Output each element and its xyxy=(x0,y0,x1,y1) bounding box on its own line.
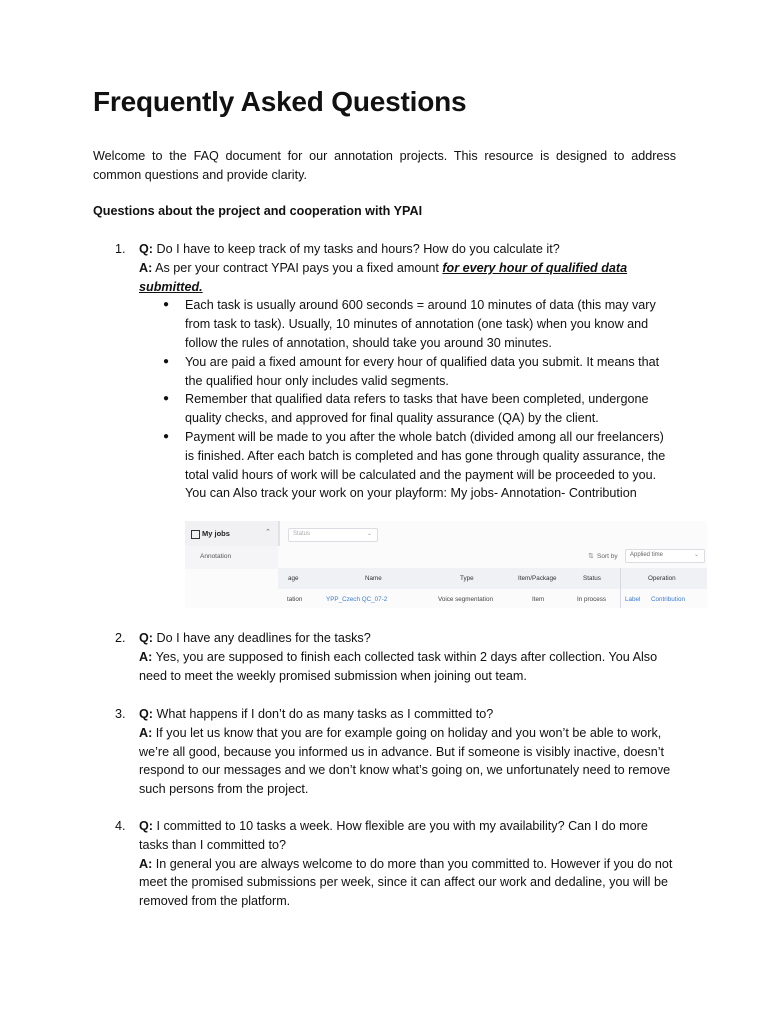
contribution-link: Contribution xyxy=(651,596,685,603)
answer-line: A: Yes, you are supposed to finish each collected task within 2 days after collection. You Also need to meet the weekly promised submission when joining out team. xyxy=(139,649,658,683)
label-link: Label xyxy=(625,596,641,603)
platform-screenshot xyxy=(185,521,707,608)
chevron-down-icon: ⌄ xyxy=(366,531,372,537)
list-item: ● Payment will be made to you after the whole batch (divided among all our freelancers) is finished. After each batch is completed and has gone through quality assurance, the total valid hours of work will be calculated and the payment will be proceeded to you. You can Also track your work on your playform: My jobs- Annotation- Contribution xyxy=(163,429,666,501)
answer-text: Yes, you are supposed to finish each collected task within 2 days after collection. You Also need to meet the weekly promised submission when joining out team. xyxy=(139,649,658,683)
faq-number: 4. xyxy=(115,819,126,833)
chevron-down-icon: ⌄ xyxy=(693,552,699,558)
column-header: Name xyxy=(365,575,382,582)
bullet-icon: ● xyxy=(163,355,170,367)
answer-line: A: In general you are always welcome to do more than you committed to. However if you do not meet the promised submissions per week, since it can affect our work and dedaline, you will be removed from the platform. xyxy=(139,856,673,909)
sort-icon: ⇅ xyxy=(588,553,594,560)
answer-line: A: As per your contract YPAI pays you a fixed amount for every hour of qualified data submitted. xyxy=(139,260,628,294)
column-header: Status xyxy=(583,575,601,582)
question-line: Q: I committed to 10 tasks a week. How flexible are you with my availability? Can I do more tasks than I committed to? xyxy=(139,819,648,852)
table-header xyxy=(278,568,707,589)
table-cell: In process xyxy=(577,596,607,603)
answer-emphasis: for every hour of qualified data submitted. xyxy=(139,260,628,294)
question-text: I committed to 10 tasks a week. How flexible are you with my availability? Can I do more tasks than I committed to? xyxy=(139,819,648,852)
question-text: Do I have to keep track of my tasks and hours? How do you calculate it? xyxy=(156,242,560,256)
intro-paragraph: Welcome to the FAQ document for our annotation projects. This resource is designed to address common questions and provide clarity. xyxy=(93,149,676,182)
bullet-list xyxy=(139,296,676,503)
answer-text: If you let us know that you are for example going on holiday and you won’t be able to work, we’re all good, because you informed us in advance. But if someone is visibly inactive, doesn’t respond to our messages and we don’t know what’s going on, we unfortunately need to remove such persons from the project. xyxy=(139,725,671,797)
table-cell: tation xyxy=(287,596,303,603)
answer-line: A: If you let us know that you are for example going on holiday and you won’t be able to work, we’re all good, because you informed us in advance. But if someone is visibly inactive, doesn’t respond to our messages and we don’t know what’s going on, we unfortunately need to remove such persons from the project. xyxy=(139,725,671,797)
status-placeholder: Status xyxy=(293,531,311,537)
status-filter xyxy=(288,528,378,542)
page-title: Frequently Asked Questions xyxy=(93,86,467,117)
answer-text: As per your contract YPAI pays you a fixed amount xyxy=(155,260,443,275)
column-header: age xyxy=(288,575,299,582)
task-name-link: YPP_Czech QC_07-2 xyxy=(326,596,388,603)
column-header: Operation xyxy=(648,575,676,582)
question-line: Q: What happens if I don’t do as many tasks as I committed to? xyxy=(139,707,494,721)
list-item: ● You are paid a fixed amount for every hour of qualified data you submit. It means that the qualified hour only includes valid segments. xyxy=(163,354,660,388)
faq-number: 3. xyxy=(115,707,126,721)
question-line: Q: Do I have any deadlines for the tasks? xyxy=(139,631,371,645)
sort-select xyxy=(625,549,705,563)
question-text: What happens if I don’t do as many tasks as I committed to? xyxy=(156,707,494,721)
chevron-up-icon: ⌃ xyxy=(265,529,271,536)
table-cell: Voice segmentation xyxy=(438,596,493,603)
answer-text: In general you are always welcome to do more than you committed to. However if you do not meet the promised submissions per week, since it can affect our work and dedaline, you will be removed from the platform. xyxy=(139,856,673,909)
sort-by-label: Sort by xyxy=(597,553,618,560)
bullet-icon: ● xyxy=(163,299,170,311)
sort-value: Applied time xyxy=(630,552,664,558)
question-text: Do I have any deadlines for the tasks? xyxy=(156,631,371,645)
list-item: ● Each task is usually around 600 seconds = around 10 minutes of data (this may vary from task to task). Usually, 10 minutes of annotation (one task) when you know and follow the rules of annotation, should take you around 30 minutes. xyxy=(163,298,656,350)
table-cell: Item xyxy=(532,596,545,603)
column-header: Item/Package xyxy=(518,575,557,582)
section-heading: Questions about the project and cooperation with YPAI xyxy=(93,204,423,218)
faq-number: 1. xyxy=(115,242,126,256)
jobs-icon xyxy=(191,530,200,539)
list-item: ● Remember that qualified data refers to tasks that have been completed, undergone quality checks, and approved for final quality assurance (QA) by the client. xyxy=(163,392,649,426)
bullet-icon: ● xyxy=(163,430,170,442)
column-header: Type xyxy=(460,575,474,582)
sidebar-item-my-jobs xyxy=(185,521,280,546)
sidebar-item-annotation: Annotation xyxy=(200,553,232,560)
bullet-icon: ● xyxy=(163,393,170,405)
question-line: Q: Do I have to keep track of my tasks and hours? How do you calculate it? xyxy=(139,242,560,256)
my-jobs-label: My jobs xyxy=(202,529,230,538)
column-divider xyxy=(620,568,621,608)
faq-number: 2. xyxy=(115,631,126,645)
